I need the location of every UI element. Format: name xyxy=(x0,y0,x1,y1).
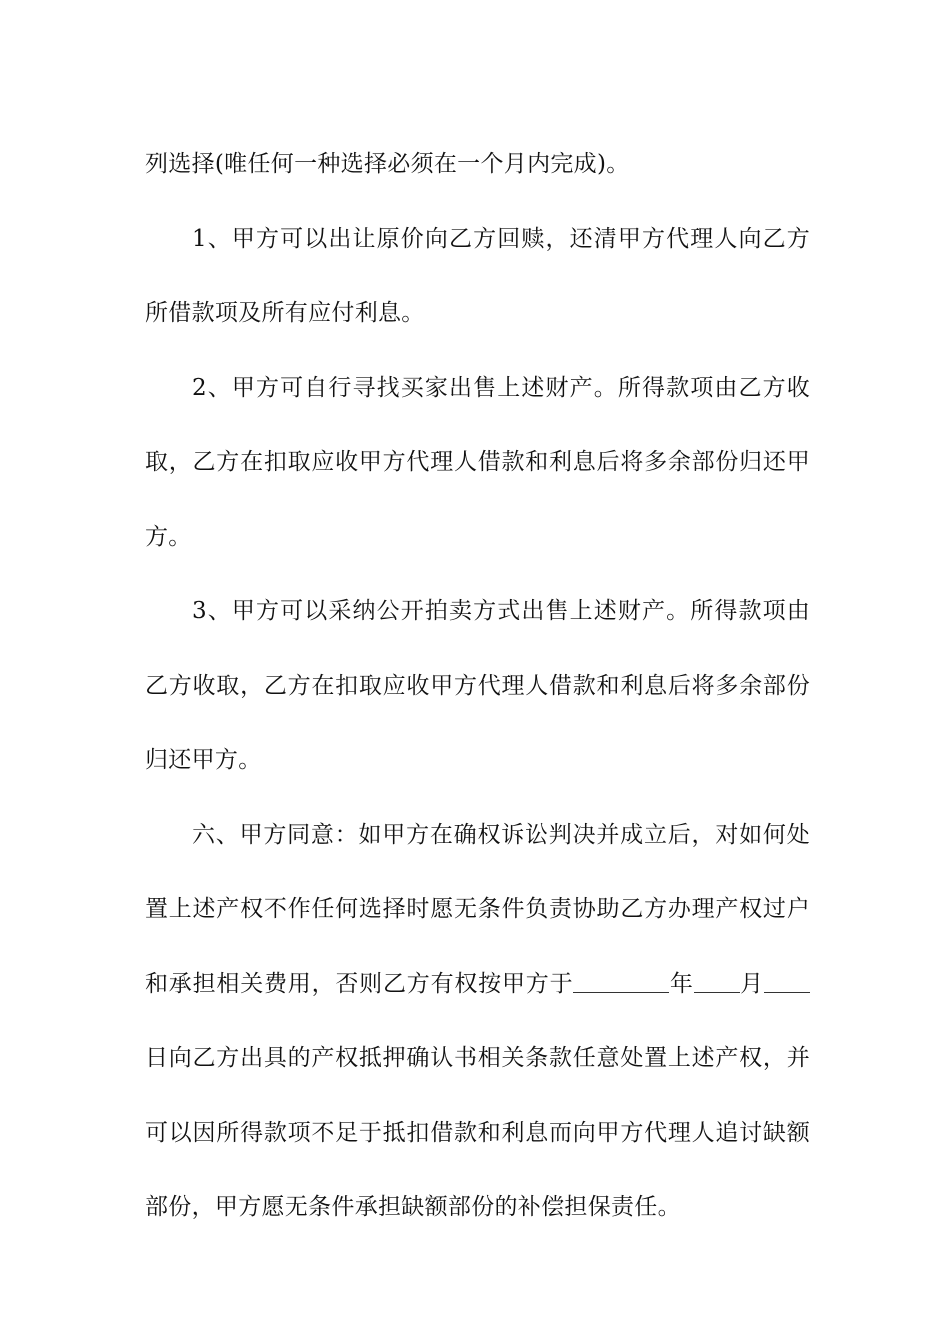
paragraph-continuation: 列选择(唯任何一种选择必须在一个月内完成)。 xyxy=(145,151,630,177)
document-body xyxy=(145,127,810,1245)
paragraph-clause-6 xyxy=(145,798,810,1245)
paragraph-option-1: 1、甲方可以出让原价向乙方回赎，还清甲方代理人向乙方所借款项及所有应付利息。 xyxy=(145,225,810,326)
day-blank xyxy=(764,968,810,993)
month-label: 月 xyxy=(739,970,764,997)
paragraph-option-3: 3、甲方可以采纳公开拍卖方式出售上述财产。所得款项由乙方收取，乙方在扣取应收甲方代理人借款和利息后将多余部份归还甲方。 xyxy=(145,598,810,773)
year-label: 年 xyxy=(669,970,694,997)
year-blank xyxy=(573,968,669,993)
clause-6-text-end: 日向乙方出具的产权抵押确认书相关条款任意处置上述产权，并可以因所得款项不足于抵扣借款和利息而向甲方代理人追讨缺额部份，甲方愿无条件承担缺额部份的补偿担保责任。 xyxy=(145,1045,810,1220)
month-blank-1 xyxy=(694,968,740,993)
paragraph-option-2: 2、甲方可自行寻找买家出售上述财产。所得款项由乙方收取，乙方在扣取应收甲方代理人借款和利息后将多余部份归还甲方。 xyxy=(145,374,810,550)
clause-6-text-start: 六、甲方同意：如甲方在确权诉讼判决并成立后，对如何处置上述产权不作任何选择时愿无条件负责协助乙方办理产权过户和承担相关费用，否则乙方有权按甲方于 xyxy=(145,821,810,997)
